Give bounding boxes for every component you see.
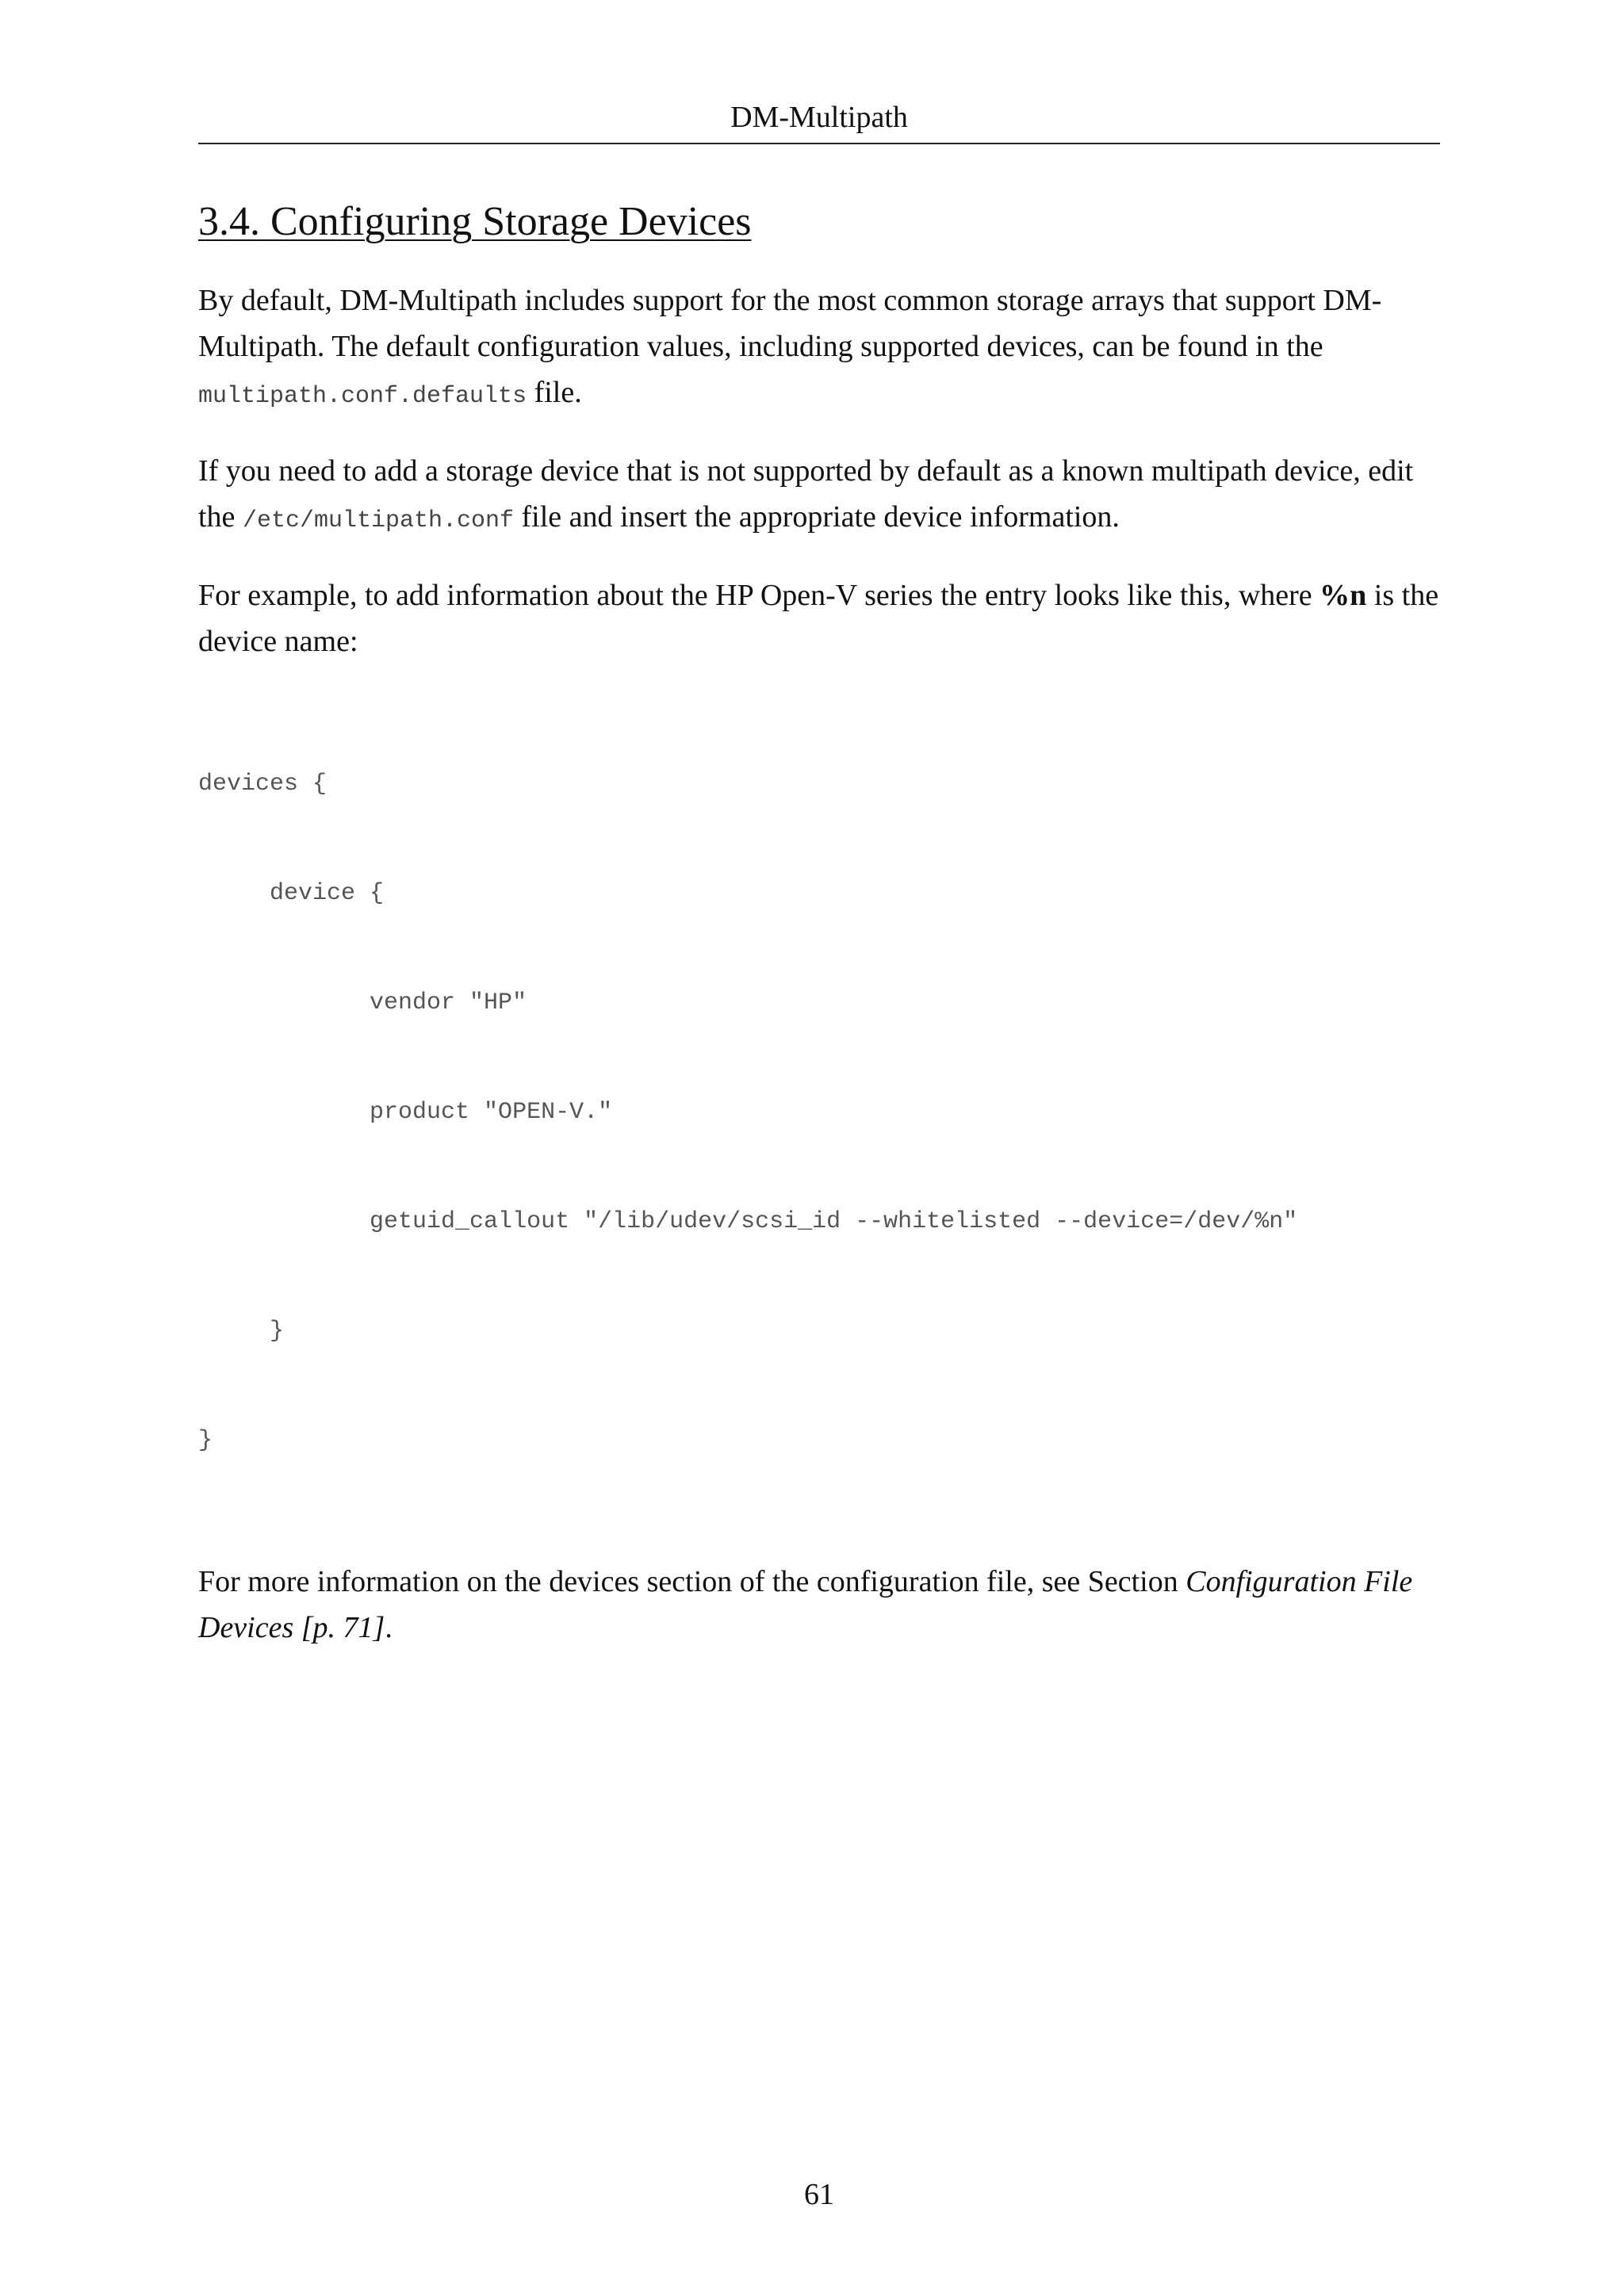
defaults-file-code: multipath.conf.defaults <box>198 383 527 410</box>
more-info-text-end: . <box>385 1611 393 1644</box>
more-info-paragraph <box>198 1559 1440 1651</box>
configuration-file-devices-link[interactable]: Configuration File Devices [p. 71] <box>198 1565 1413 1644</box>
code-line: } <box>198 1427 213 1454</box>
intro-paragraph <box>198 277 1440 419</box>
device-name-token: %n <box>1320 579 1367 612</box>
running-header: DM-Multipath <box>730 101 908 134</box>
intro-text-start: By default, DM-Multipath includes support for the most common storage arrays that support DM-Multipath. The default configuration values, including supported devices, can be found in the <box>198 284 1382 363</box>
page-number: 61 <box>804 2178 834 2211</box>
config-file-code: /etc/multipath.conf <box>242 507 514 534</box>
code-line: device { <box>198 880 385 907</box>
page-content <box>198 197 1440 1679</box>
code-line: devices { <box>198 771 327 798</box>
code-line: getuid_callout "/lib/udev/scsi_id --whitelisted --device=/dev/%n" <box>198 1208 1298 1235</box>
code-line: vendor "HP" <box>198 989 527 1016</box>
example-text-end: is the device name: <box>198 579 1439 658</box>
edit-config-text-start: If you need to add a storage device that is not supported by default as a known multipath device, edit the <box>198 454 1414 534</box>
edit-config-paragraph <box>198 448 1440 544</box>
section-title: 3.4. Configuring Storage Devices <box>198 199 752 244</box>
device-config-code-block <box>198 693 1440 1532</box>
more-info-text-start: For more information on the devices section of the configuration file, see Section <box>198 1565 1186 1598</box>
edit-config-text-end: file and insert the appropriate device information. <box>514 500 1120 534</box>
header-rule <box>198 143 1440 144</box>
code-line: product "OPEN-V." <box>198 1099 613 1126</box>
example-text-start: For example, to add information about the HP Open-V series the entry looks like this, where <box>198 579 1320 612</box>
example-paragraph <box>198 572 1440 664</box>
code-line: } <box>198 1318 285 1345</box>
intro-text-end: file. <box>527 376 582 409</box>
